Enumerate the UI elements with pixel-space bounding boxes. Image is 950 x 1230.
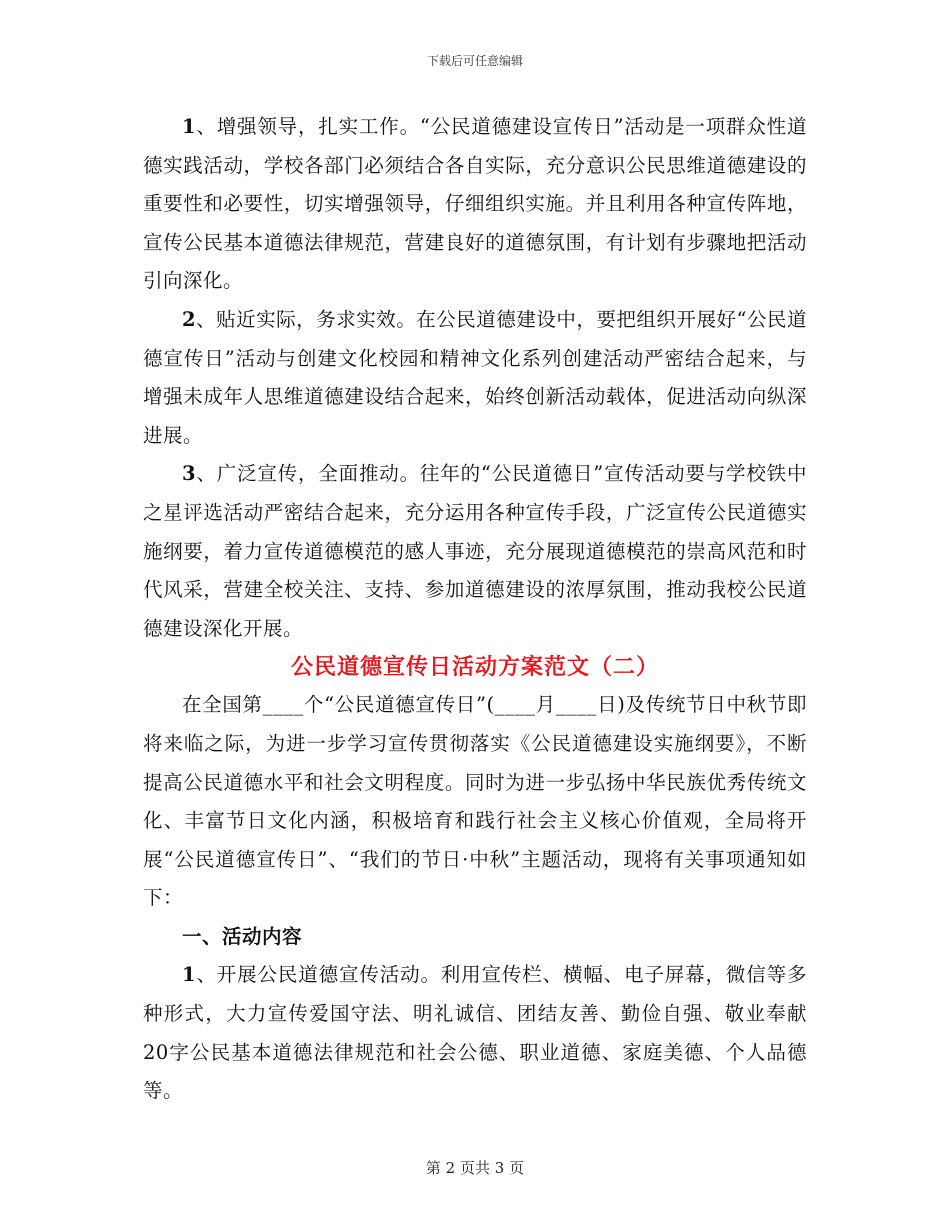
item-number: 3 (182, 462, 197, 486)
page-header: 下载后可任意编辑 (426, 54, 523, 68)
item-number: 1 (182, 963, 197, 987)
paragraph-text: 、广泛宣传，全面推动。往年的“公民道德日”宣传活动要与学校铁中之星评选活动严密结合起来，充分运用各种宣传手段，广泛宣传公民道德实施纲要，着力宣传道德模范的感人事迹，充分展现道德模范的崇高风范和时代风采，营建全校关注、支持、参加道德建设的浓厚氛围，推动我校公民道德建设深化开展。 (143, 462, 807, 640)
paragraph-text: 、增强领导，扎实工作。“公民道德建设宣传日”活动是一项群众性道德实践活动，学校各部门必须结合各自实际，充分意识公民思维道德建设的重要性和必要性，切实增强领导，仔细组织实施。并且利用各种宣传阵地，宣传公民基本道德法律规范，营建良好的道德氛围，有计划有步骤地把活动引向深化。 (143, 115, 807, 293)
subheading: 一、活动内容 (182, 924, 303, 948)
paragraph-2 (143, 301, 807, 455)
paragraph-3 (143, 455, 807, 648)
intro-paragraph: 在全国第____个“公民道德宣传日”(____月____日)及传统节日中秋节即将来临之际，为进一步学习宣传贯彻落实《公民道德建设实施纲要》，不断提高公民道德水平和社会文明程度。同时为进一步弘扬中华民族优秀传统文化、丰富节日文化内涵，积极培育和践行社会主义核心价值观，全局将开展“公民道德宣传日”、“我们的节日·中秋”主题活动，现将有关事项通知如下： (143, 693, 807, 910)
document-body (143, 108, 807, 1111)
paragraph-text: 、开展公民道德宣传活动。利用宣传栏、横幅、电子屏幕，微信等多种形式，大力宣传爱国守法、明礼诚信、团结友善、勤俭自强、敬业奉献20字公民基本道德法律规范和社会公德、职业道德、家庭美德、个人品德等。 (143, 963, 807, 1103)
item-number: 1 (182, 115, 197, 138)
paragraph-1 (143, 108, 807, 301)
paragraph-4 (143, 956, 807, 1110)
page-footer: 第 2 页共 3 页 (425, 1159, 525, 1177)
paragraph-text: 、贴近实际，务求实效。在公民道德建设中，要把组织开展好“公民道德宣传日”活动与创建文化校园和精神文化系列创建活动严密结合起来，与增强未成年人思维道德建设结合起来，始终创新活动载体，促进活动向纵深进展。 (143, 307, 807, 447)
section-title: 公民道德宣传日活动方案范文（二） (290, 654, 659, 681)
item-number: 2 (182, 307, 197, 331)
